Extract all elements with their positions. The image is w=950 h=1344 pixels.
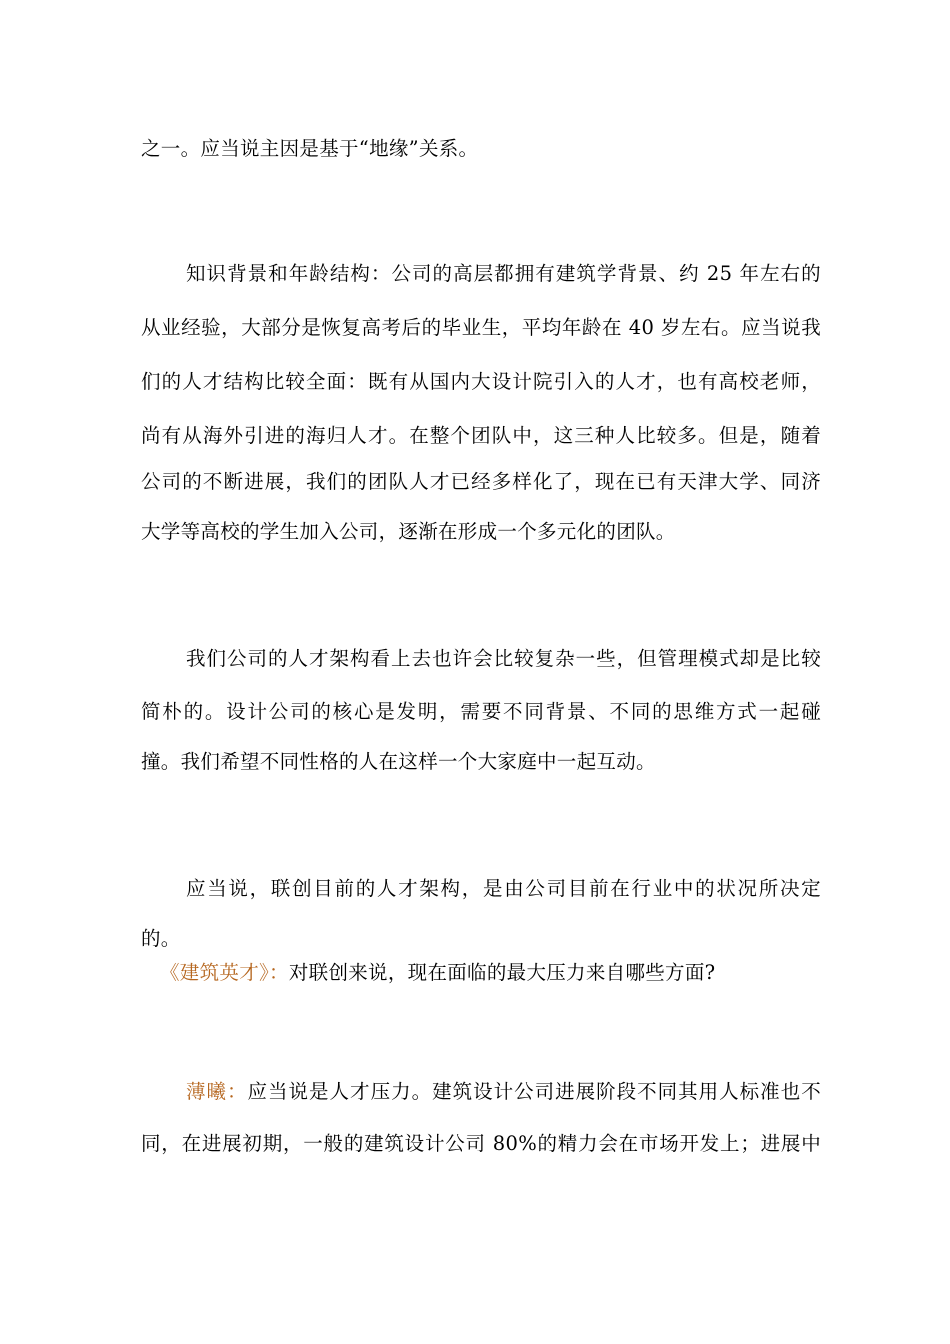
question-speaker: 《建筑英才》：	[160, 961, 289, 984]
paragraph-3-line-1: 应当说，联创目前的人才架构，是由公司目前在行业中的状况所决定	[186, 877, 821, 900]
answer-text-line-1: 应当说是人才压力。建筑设计公司进展阶段不同其用人标准也不	[247, 1080, 822, 1103]
answer-line-1	[186, 1080, 821, 1104]
question-line	[160, 961, 821, 985]
answer-line-2: 同，在进展初期，一般的建筑设计公司 80%的精力会在市场开发上；进展中	[141, 1132, 821, 1155]
paragraph-1-line-2: 从业经验，大部分是恢复高考后的毕业生，平均年龄在 40 岁左右。应当说我	[141, 316, 821, 339]
paragraph-1-line-4: 尚有从海外引进的海归人才。在整个团队中，这三种人比较多。但是，随着	[141, 424, 821, 447]
paragraph-2-line-3: 撞。我们希望不同性格的人在这样一个大家庭中一起互动。	[141, 750, 656, 773]
paragraph-1-line-6: 大学等高校的学生加入公司，逐渐在形成一个多元化的团队。	[141, 520, 676, 543]
question-text: 对联创来说，现在面临的最大压力来自哪些方面?	[288, 961, 716, 984]
paragraph-0-line-1: 之一。应当说主因是基于“地缘”关系。	[141, 137, 479, 160]
paragraph-2-line-1: 我们公司的人才架构看上去也许会比较复杂一些，但管理模式却是比较	[186, 647, 821, 670]
answer-speaker: 薄曦：	[186, 1080, 248, 1103]
paragraph-3-line-2: 的。	[141, 927, 181, 950]
paragraph-1-line-1: 知识背景和年龄结构：公司的高层都拥有建筑学背景、约 25 年左右的	[186, 262, 821, 285]
paragraph-2-line-2: 简朴的。设计公司的核心是发明，需要不同背景、不同的思维方式一起碰	[141, 700, 821, 723]
paragraph-1-line-3: 们的人才结构比较全面：既有从国内大设计院引入的人才，也有高校老师，	[141, 370, 821, 393]
paragraph-1-line-5: 公司的不断进展，我们的团队人才已经多样化了，现在已有天津大学、同济	[141, 470, 821, 493]
